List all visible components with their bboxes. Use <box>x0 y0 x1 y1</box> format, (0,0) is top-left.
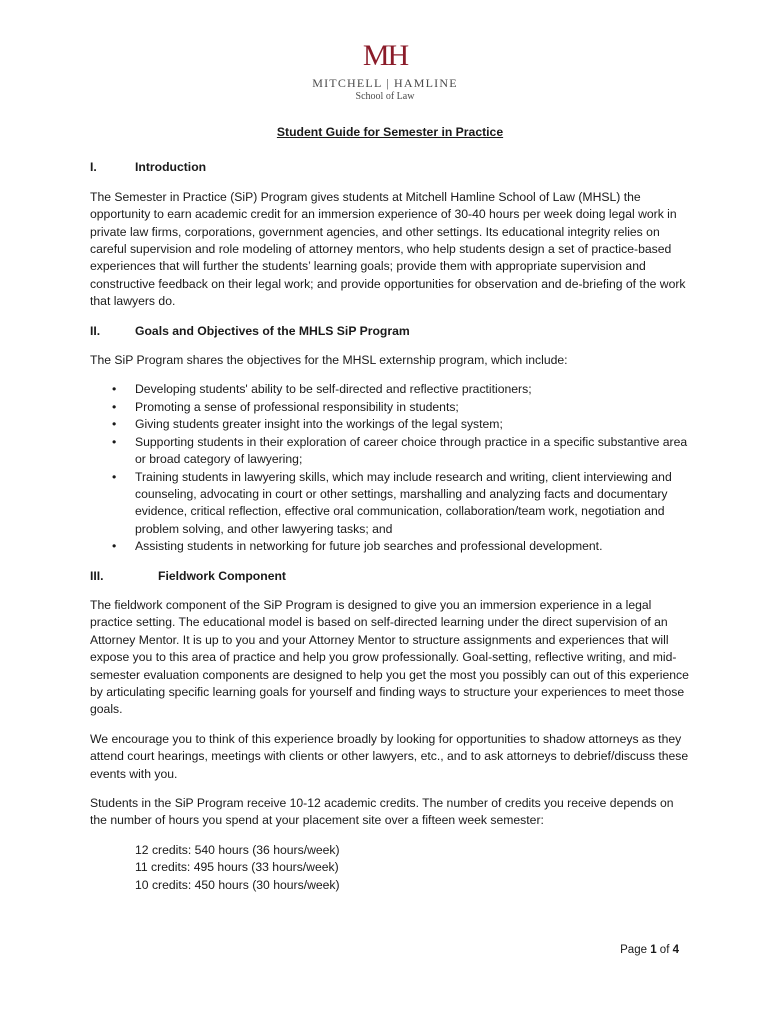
section-number: I. <box>90 160 97 175</box>
credits-list <box>90 842 690 894</box>
intro-paragraph: The Semester in Practice (SiP) Program gives students at Mitchell Hamline School of Law (MHSL) the opportunity to earn academic credit for an immersion experience of 30-40 hours per week doing legal work in private law firms, corporations, government agencies, and other settings. Its educational integrity relies on careful supervision and role modeling of attorney mentors, who help students design a set of practice-based experiences that will further the students’ learning goals; provide them with appropriate supervision and constructive feedback on their legal work; and provide opportunities for observation and de-briefing of the work that lawyers do. <box>90 189 686 309</box>
section-title: Introduction <box>135 160 207 175</box>
bullet-icon: • <box>112 434 117 449</box>
credit-line: 11 credits: 495 hours (33 hours/week) <box>135 860 339 875</box>
section-heading-introduction <box>90 159 690 176</box>
list-item <box>90 469 690 539</box>
fieldwork-paragraph: Students in the SiP Program receive 10-12 academic credits. The number of credits you receive depends on the number of hours you spend at your placement site over a fifteen week semester: <box>90 796 674 828</box>
goals-list <box>90 381 690 555</box>
school-logo <box>0 40 770 103</box>
logo-subtitle: School of Law <box>355 91 415 102</box>
goals-intro: The SiP Program shares the objectives for the MHSL externship program, which include: <box>90 353 568 368</box>
fieldwork-paragraph: We encourage you to think of this experience broadly by looking for opportunities to shadow attorneys as they attend court hearings, meetings with clients or other lawyers, etc., and to ask attorneys to debrief/discuss these events with you. <box>90 731 689 781</box>
section-heading-fieldwork <box>90 568 690 585</box>
list-item <box>90 434 690 469</box>
page-number <box>620 944 679 956</box>
page-total: 4 <box>672 944 679 956</box>
list-item-text: Developing students' ability to be self-directed and reflective practitioners; <box>135 382 532 397</box>
list-item <box>90 416 690 433</box>
list-item <box>90 399 690 416</box>
section-title: Goals and Objectives of the MHLS SiP Program <box>135 323 410 338</box>
list-item-text: Giving students greater insight into the workings of the legal system; <box>135 417 503 432</box>
list-item <box>90 381 690 398</box>
section-title: Fieldwork Component <box>158 568 286 583</box>
bullet-icon: • <box>112 382 117 397</box>
page-of: of <box>656 944 673 956</box>
section-number: III. <box>90 568 104 583</box>
credit-line: 10 credits: 450 hours (30 hours/week) <box>135 877 340 892</box>
page-current: 1 <box>650 944 657 956</box>
logo-mark: MH <box>362 39 408 72</box>
fieldwork-paragraph: The fieldwork component of the SiP Program is designed to give you an immersion experience in a legal practice setting. The educational model is based on self-directed learning under the direct supervision of an Attorney Mentor. It is up to you and your Attorney Mentor to structure assignments and experiences that will expose you to this area of practice and help you grow professionally. Goal-setting, reflective writing, and mid-semester evaluation components are designed to help you get the most you possibly can out of this experience by articulating specific learning goals for yourself and finding ways to structure your experiences to meet those goals. <box>90 597 689 717</box>
bullet-icon: • <box>112 469 117 484</box>
list-item <box>90 538 690 555</box>
document-title: Student Guide for Semester in Practice <box>276 125 504 139</box>
section-heading-goals <box>90 323 690 340</box>
list-item-text: Training students in lawyering skills, which may include research and writing, client interviewing and counseling, advocating in court or other settings, marshalling and analyzing facts and documentary evidence, critical reflection, effective oral communication, collaboration/team work, negotiation and problem solving, and other lawyering tasks; and <box>135 469 672 536</box>
section-number: II. <box>90 323 101 338</box>
credit-line: 12 credits: 540 hours (36 hours/week) <box>135 842 340 857</box>
logo-name: MITCHELL | HAMLINE <box>312 76 458 90</box>
document-body <box>90 124 690 906</box>
bullet-icon: • <box>112 539 117 554</box>
list-item-text: Supporting students in their exploration of career choice through practice in a specific substantive area or broad category of lawyering; <box>135 434 688 467</box>
page-prefix: Page <box>620 944 651 956</box>
list-item-text: Promoting a sense of professional responsibility in students; <box>135 399 459 414</box>
bullet-icon: • <box>112 417 117 432</box>
bullet-icon: • <box>112 399 117 414</box>
list-item-text: Assisting students in networking for future job searches and professional development. <box>135 539 603 554</box>
